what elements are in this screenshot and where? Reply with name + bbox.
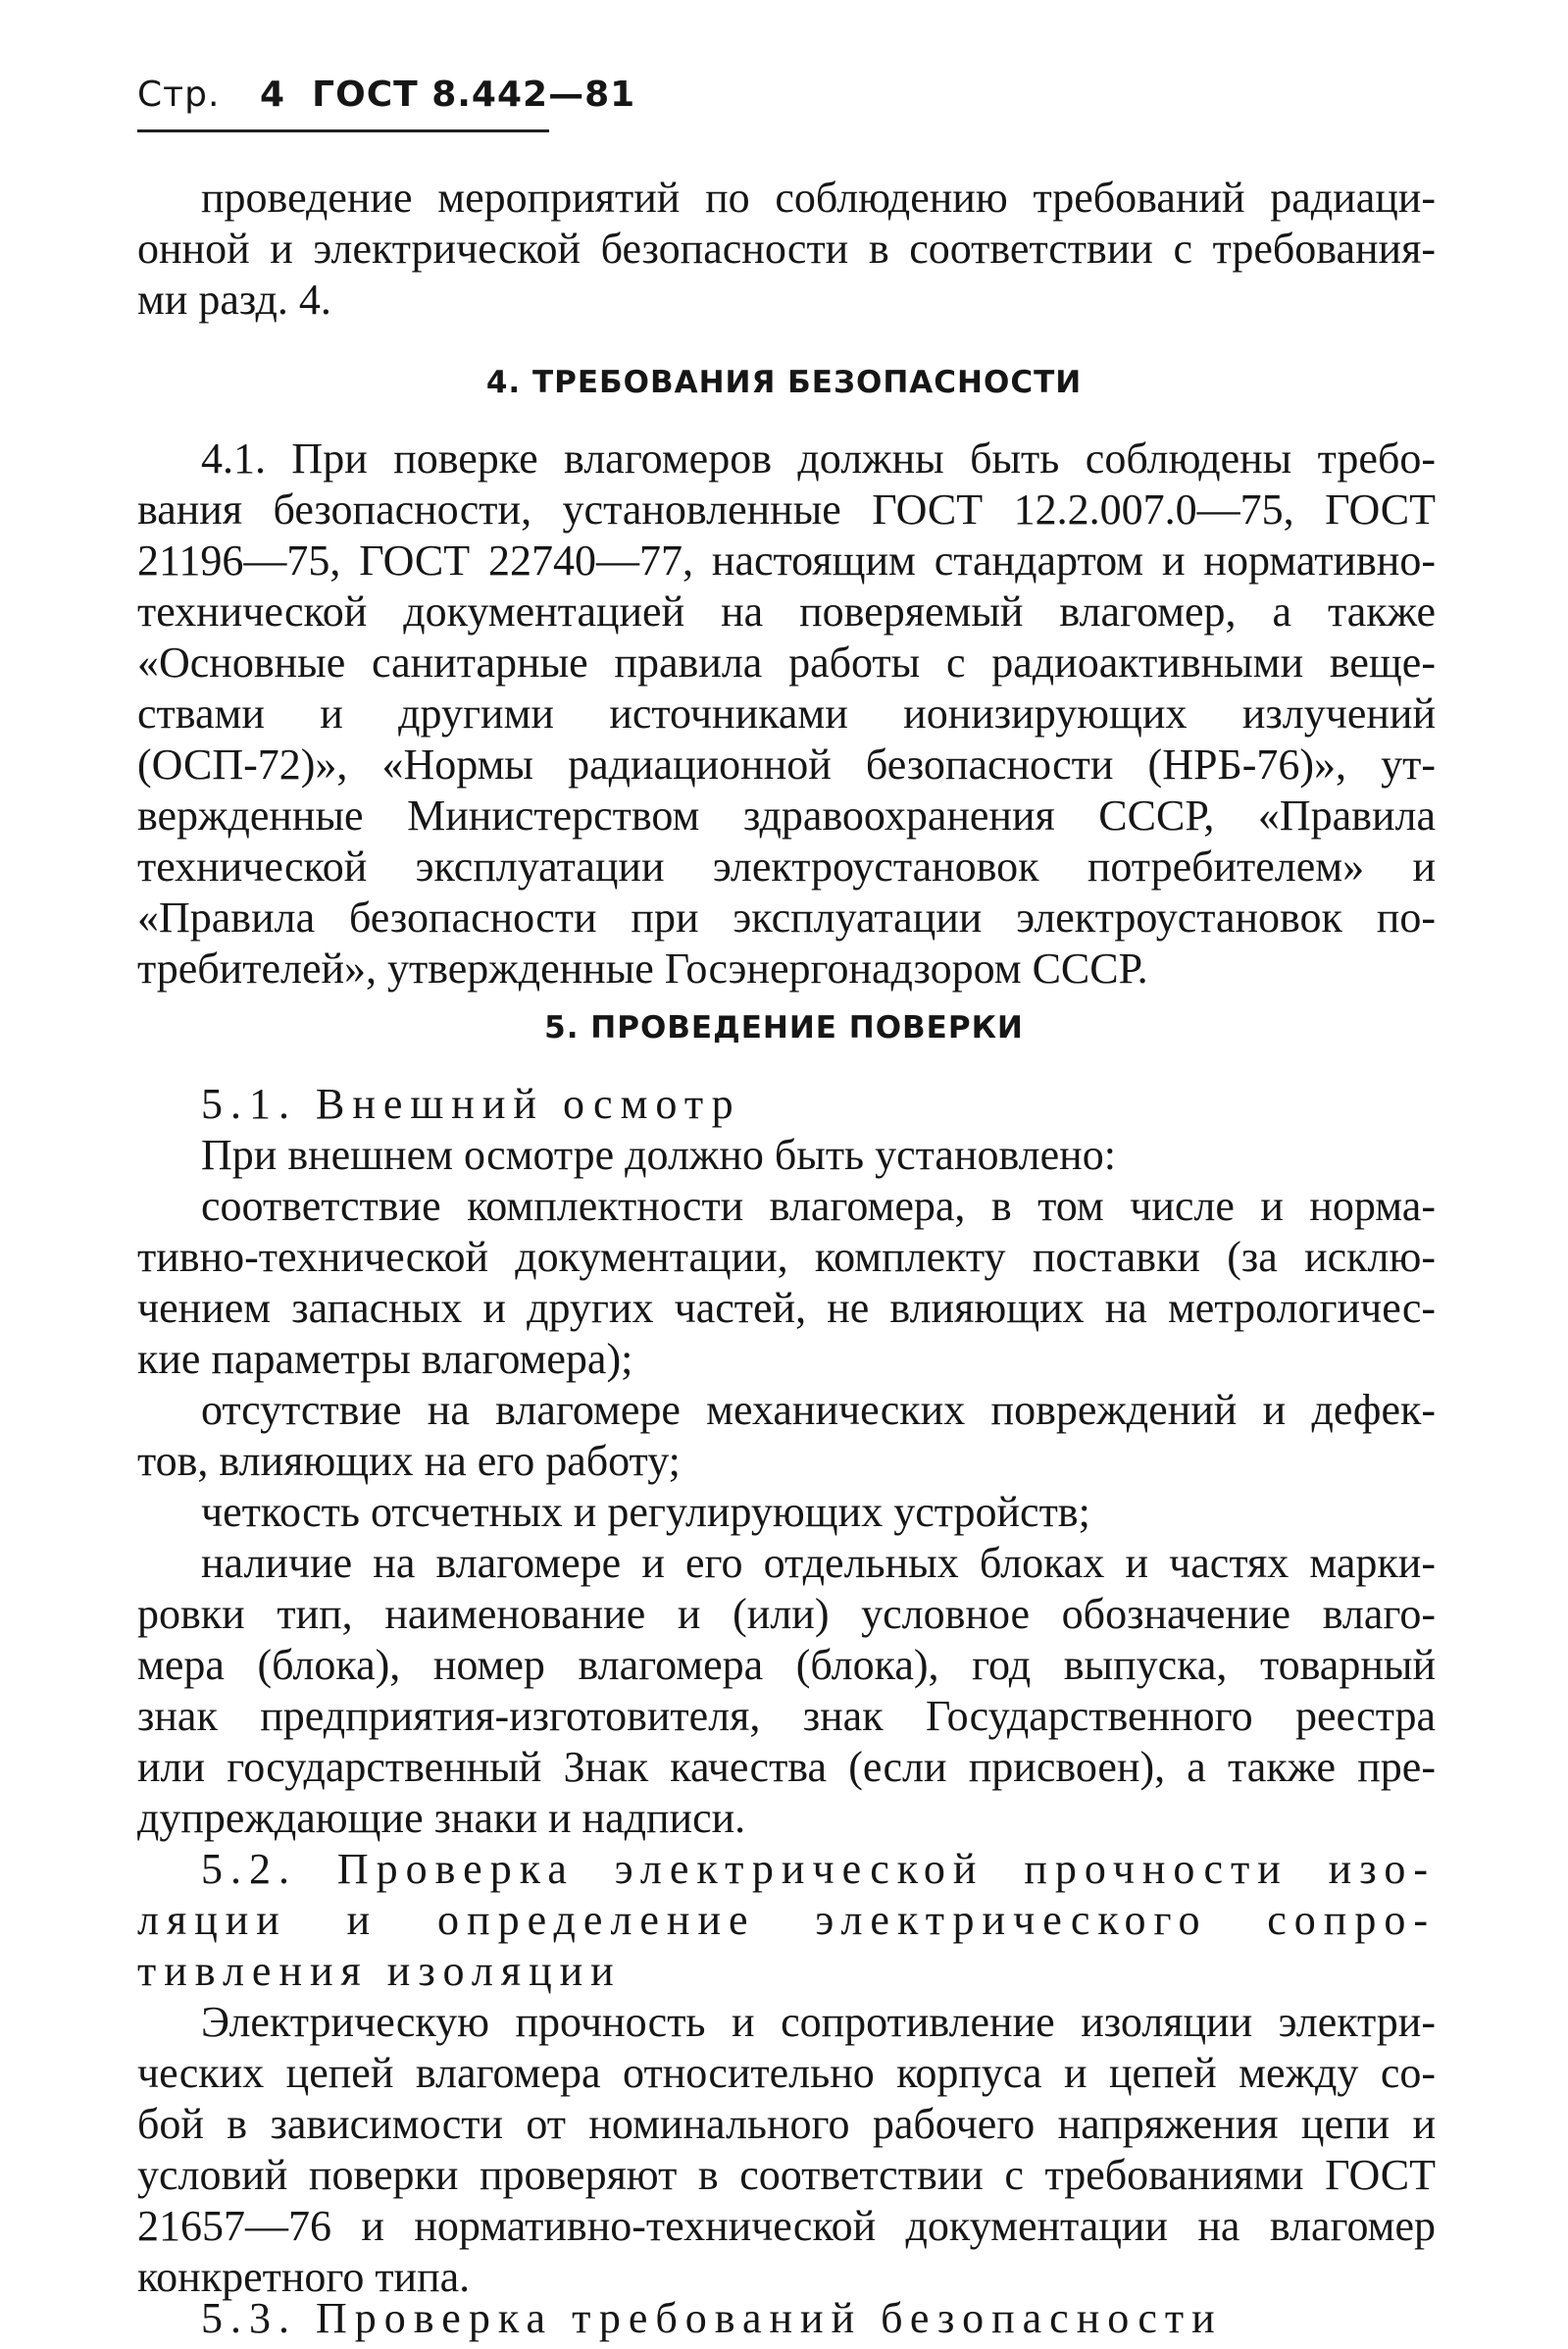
subsection-5-1-line: чением запасных и других частей, не влияющих на метрологичес- [137,1284,1436,1332]
section-4-line: вержденные Министерством здравоохранения СССР, «Правила [137,792,1436,840]
page-label: Стр. [137,75,221,115]
section-4-line: технической эксплуатации электроустановок потребителем» и [137,843,1436,891]
subsection-5-2-title: тивления изоляции [137,1947,622,1995]
section-5-heading: 5. ПРОВЕДЕНИЕ ПОВЕРКИ [544,1010,1024,1046]
subsection-5-1-line: ровки тип, наименование и (или) условное обозначение влаго- [137,1590,1436,1638]
section-4-heading: 4. ТРЕБОВАНИЯ БЕЗОПАСНОСТИ [485,365,1083,400]
subsection-5-1-line: кие параметры влагомера); [137,1335,633,1383]
section-4-line: технической документацией на поверяемый влагомер, а также [137,587,1436,636]
section-4-line: (ОСП-72)», «Нормы радиационной безопасности (НРБ-76)», ут- [137,740,1436,789]
subsection-5-2-line: бой в зависимости от номинального рабочего напряжения цепи и [137,2100,1436,2148]
subsection-5-1-line: знак предприятия-изготовителя, знак Государственного реестра [137,1692,1436,1740]
standard-code: ГОСТ 8.442—81 [312,75,636,115]
subsection-5-1-line: тов, влияющих на его работу; [137,1437,681,1485]
section-4-line: вания безопасности, установленные ГОСТ 12.2.007.0—75, ГОСТ [137,485,1436,534]
subsection-5-1-line: мера (блока), номер влагомера (блока), год выпуска, товарный [137,1641,1436,1689]
subsection-5-1-line: или государственный Знак качества (если присвоен), а также пре- [137,1743,1436,1791]
intro-line: ми разд. 4. [137,276,331,324]
subsection-5-1-line: отсутствие на влагомере механических повреждений и дефек- [201,1386,1436,1434]
subsection-5-2-line: Электрическую прочность и сопротивление изоляции электри- [201,1998,1436,2046]
section-4-line: 21196—75, ГОСТ 22740—77, настоящим стандартом и нормативно- [137,536,1436,585]
subsection-5-2-title: 5.2. Проверка электрической прочности изо- [201,1845,1436,1893]
subsection-5-2-line: ческих цепей влагомера относительно корпуса и цепей между со- [137,2049,1436,2097]
subsection-5-2-line: 21657—76 и нормативно-технической документации на влагомер [137,2202,1436,2250]
subsection-5-1-title: 5.1. Внешний осмотр [201,1080,741,1128]
subsection-5-1-line: дупреждающие знаки и надписи. [137,1794,746,1842]
page-header [137,75,635,115]
section-4-line: ствами и другими источниками ионизирующих излучений [137,689,1436,738]
subsection-5-1-line: тивно-технической документации, комплекту поставки (за исклю- [137,1233,1436,1281]
header-rule [137,129,549,132]
subsection-5-2-line: конкретного типа. [137,2253,471,2301]
section-4-line: «Основные санитарные правила работы с радиоактивными веще- [137,638,1436,687]
section-4-line: требителей», утвержденные Госэнергонадзором СССР. [137,945,1148,993]
intro-line: онной и электрической безопасности в соответствии с требования- [137,225,1436,273]
subsection-5-3-title: 5.3. Проверка требований безопасности [201,2294,1223,2342]
subsection-5-1-line: четкость отсчетных и регулирующих устройств; [201,1488,1090,1536]
section-4-line: 4.1. При поверке влагомеров должны быть соблюдены требо- [201,434,1436,483]
subsection-5-1-line: наличие на влагомере и его отдельных блоках и частях марки- [201,1539,1436,1587]
subsection-5-1-line: При внешнем осмотре должно быть установлено: [201,1131,1116,1179]
subsection-5-1-line: соответствие комплектности влагомера, в том числе и норма- [201,1182,1436,1230]
subsection-5-2-title: ляции и определение электрического сопро- [137,1896,1436,1944]
page-number: 4 [260,75,286,115]
intro-line: проведение мероприятий по соблюдению требований радиаци- [201,174,1436,222]
subsection-5-2-line: условий поверки проверяют в соответствии с требованиями ГОСТ [137,2151,1436,2199]
section-4-line: «Правила безопасности при эксплуатации электроустановок по- [137,894,1436,942]
